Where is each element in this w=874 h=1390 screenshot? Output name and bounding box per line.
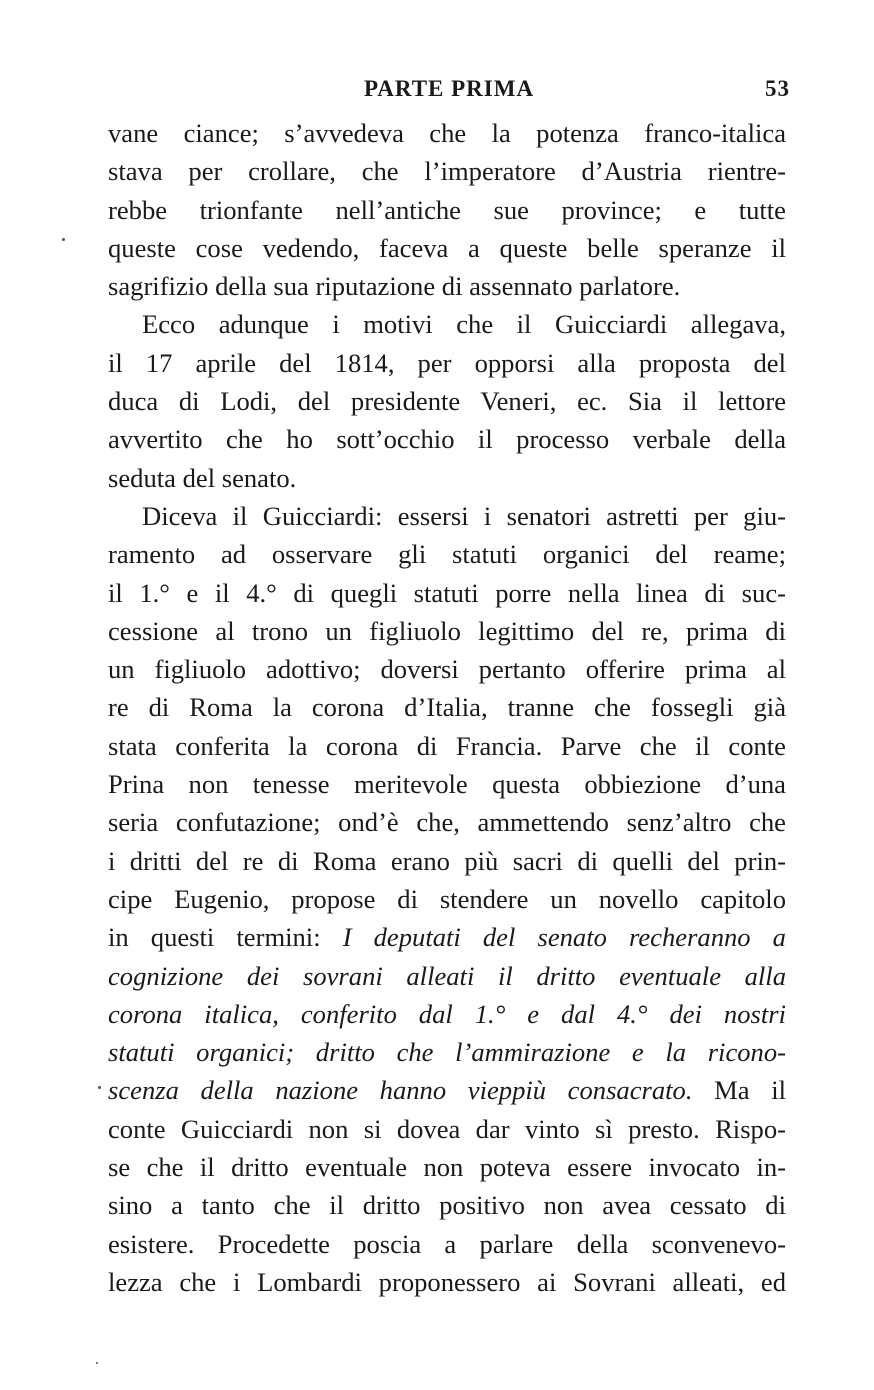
text-line: stata conferita la corona di Francia. Parve che il conte: [108, 730, 786, 761]
text-line: stava per crollare, che l’imperatore d’Austria rientre-: [108, 156, 786, 187]
text-line: il 1.° e il 4.° di quegli statuti porre nella linea di suc-: [108, 577, 786, 608]
text-line: [108, 918, 786, 956]
text-line: duca di Lodi, del presidente Veneri, ec. Sia il lettore: [108, 386, 786, 417]
text-line: vane ciance; s’avvedeva che la potenza franco-italica: [108, 118, 786, 148]
text-line: Prina non tenesse meritevole questa obbiezione d’una: [108, 769, 786, 800]
text-line: [108, 1071, 786, 1109]
text-line: il 17 aprile del 1814, per opporsi alla proposta del: [108, 347, 786, 378]
text-line: se che il dritto eventuale non poteva essere invocato in-: [108, 1152, 786, 1183]
text-run: in questi termini:: [108, 922, 321, 953]
text-line: seria confutazione; ond’è che, ammettendo senz’altro che: [108, 807, 786, 838]
text-line: seduta del senato.: [108, 462, 297, 493]
page-number: 53: [765, 76, 790, 101]
text-line: rebbe trionfante nell’antiche sue province; e tutte: [108, 194, 786, 225]
text-line: Diceva il Guicciardi: essersi i senatori astretti per giu-: [142, 500, 786, 531]
italic-text-line: cognizione dei sovrani alleati il dritto eventuale alla: [108, 960, 786, 991]
paper-speck: [96, 1362, 98, 1364]
paper-speck: [98, 1086, 101, 1089]
text-line: conte Guicciardi non si dovea dar vinto sì presto. Rispo-: [108, 1113, 786, 1144]
text-line: re di Roma la corona d’Italia, tranne che fossegli già: [108, 692, 786, 723]
running-title: PARTE PRIMA: [363, 76, 535, 101]
italic-text-run: I deputati del senato recheranno a: [342, 922, 786, 953]
text-line: Ecco adunque i motivi che il Guicciardi allegava,: [142, 309, 786, 340]
text-run: Ma il: [714, 1075, 786, 1106]
text-line: i dritti del re di Roma erano più sacri di quelli del prin-: [108, 845, 786, 876]
text-line: ramento ad osservare gli statuti organici del reame;: [108, 539, 786, 570]
text-line: esistere. Procedette poscia a parlare della sconvenevo-: [108, 1228, 786, 1259]
text-line: sino a tanto che il dritto positivo non avea cessato di: [108, 1190, 786, 1221]
text-line: lezza che i Lombardi proponessero ai Sovrani alleati, ed: [108, 1266, 786, 1297]
text-line: queste cose vedendo, faceva a queste belle speranze il: [108, 232, 786, 263]
running-header: [108, 76, 790, 108]
text-line: cipe Eugenio, propose di stendere un novello capitolo: [108, 883, 786, 914]
paper-speck: [62, 238, 65, 241]
text-line: sagrifizio della sua riputazione di assennato parlatore.: [108, 271, 681, 302]
text-line: avvertito che ho sott’occhio il processo verbale della: [108, 424, 786, 455]
italic-text-line: statuti organici; dritto che l’ammirazione e la ricono-: [108, 1037, 786, 1068]
text-line: cessione al trono un figliuolo legittimo del re, prima di: [108, 615, 786, 646]
italic-text-line: corona italica, conferito dal 1.° e dal 4.° dei nostri: [108, 998, 786, 1029]
text-line: un figliuolo adottivo; doversi pertanto offerire prima al: [108, 654, 786, 685]
body-text: [108, 114, 786, 1301]
italic-text-run: scenza della nazione hanno vieppiù consacrato.: [108, 1075, 693, 1106]
